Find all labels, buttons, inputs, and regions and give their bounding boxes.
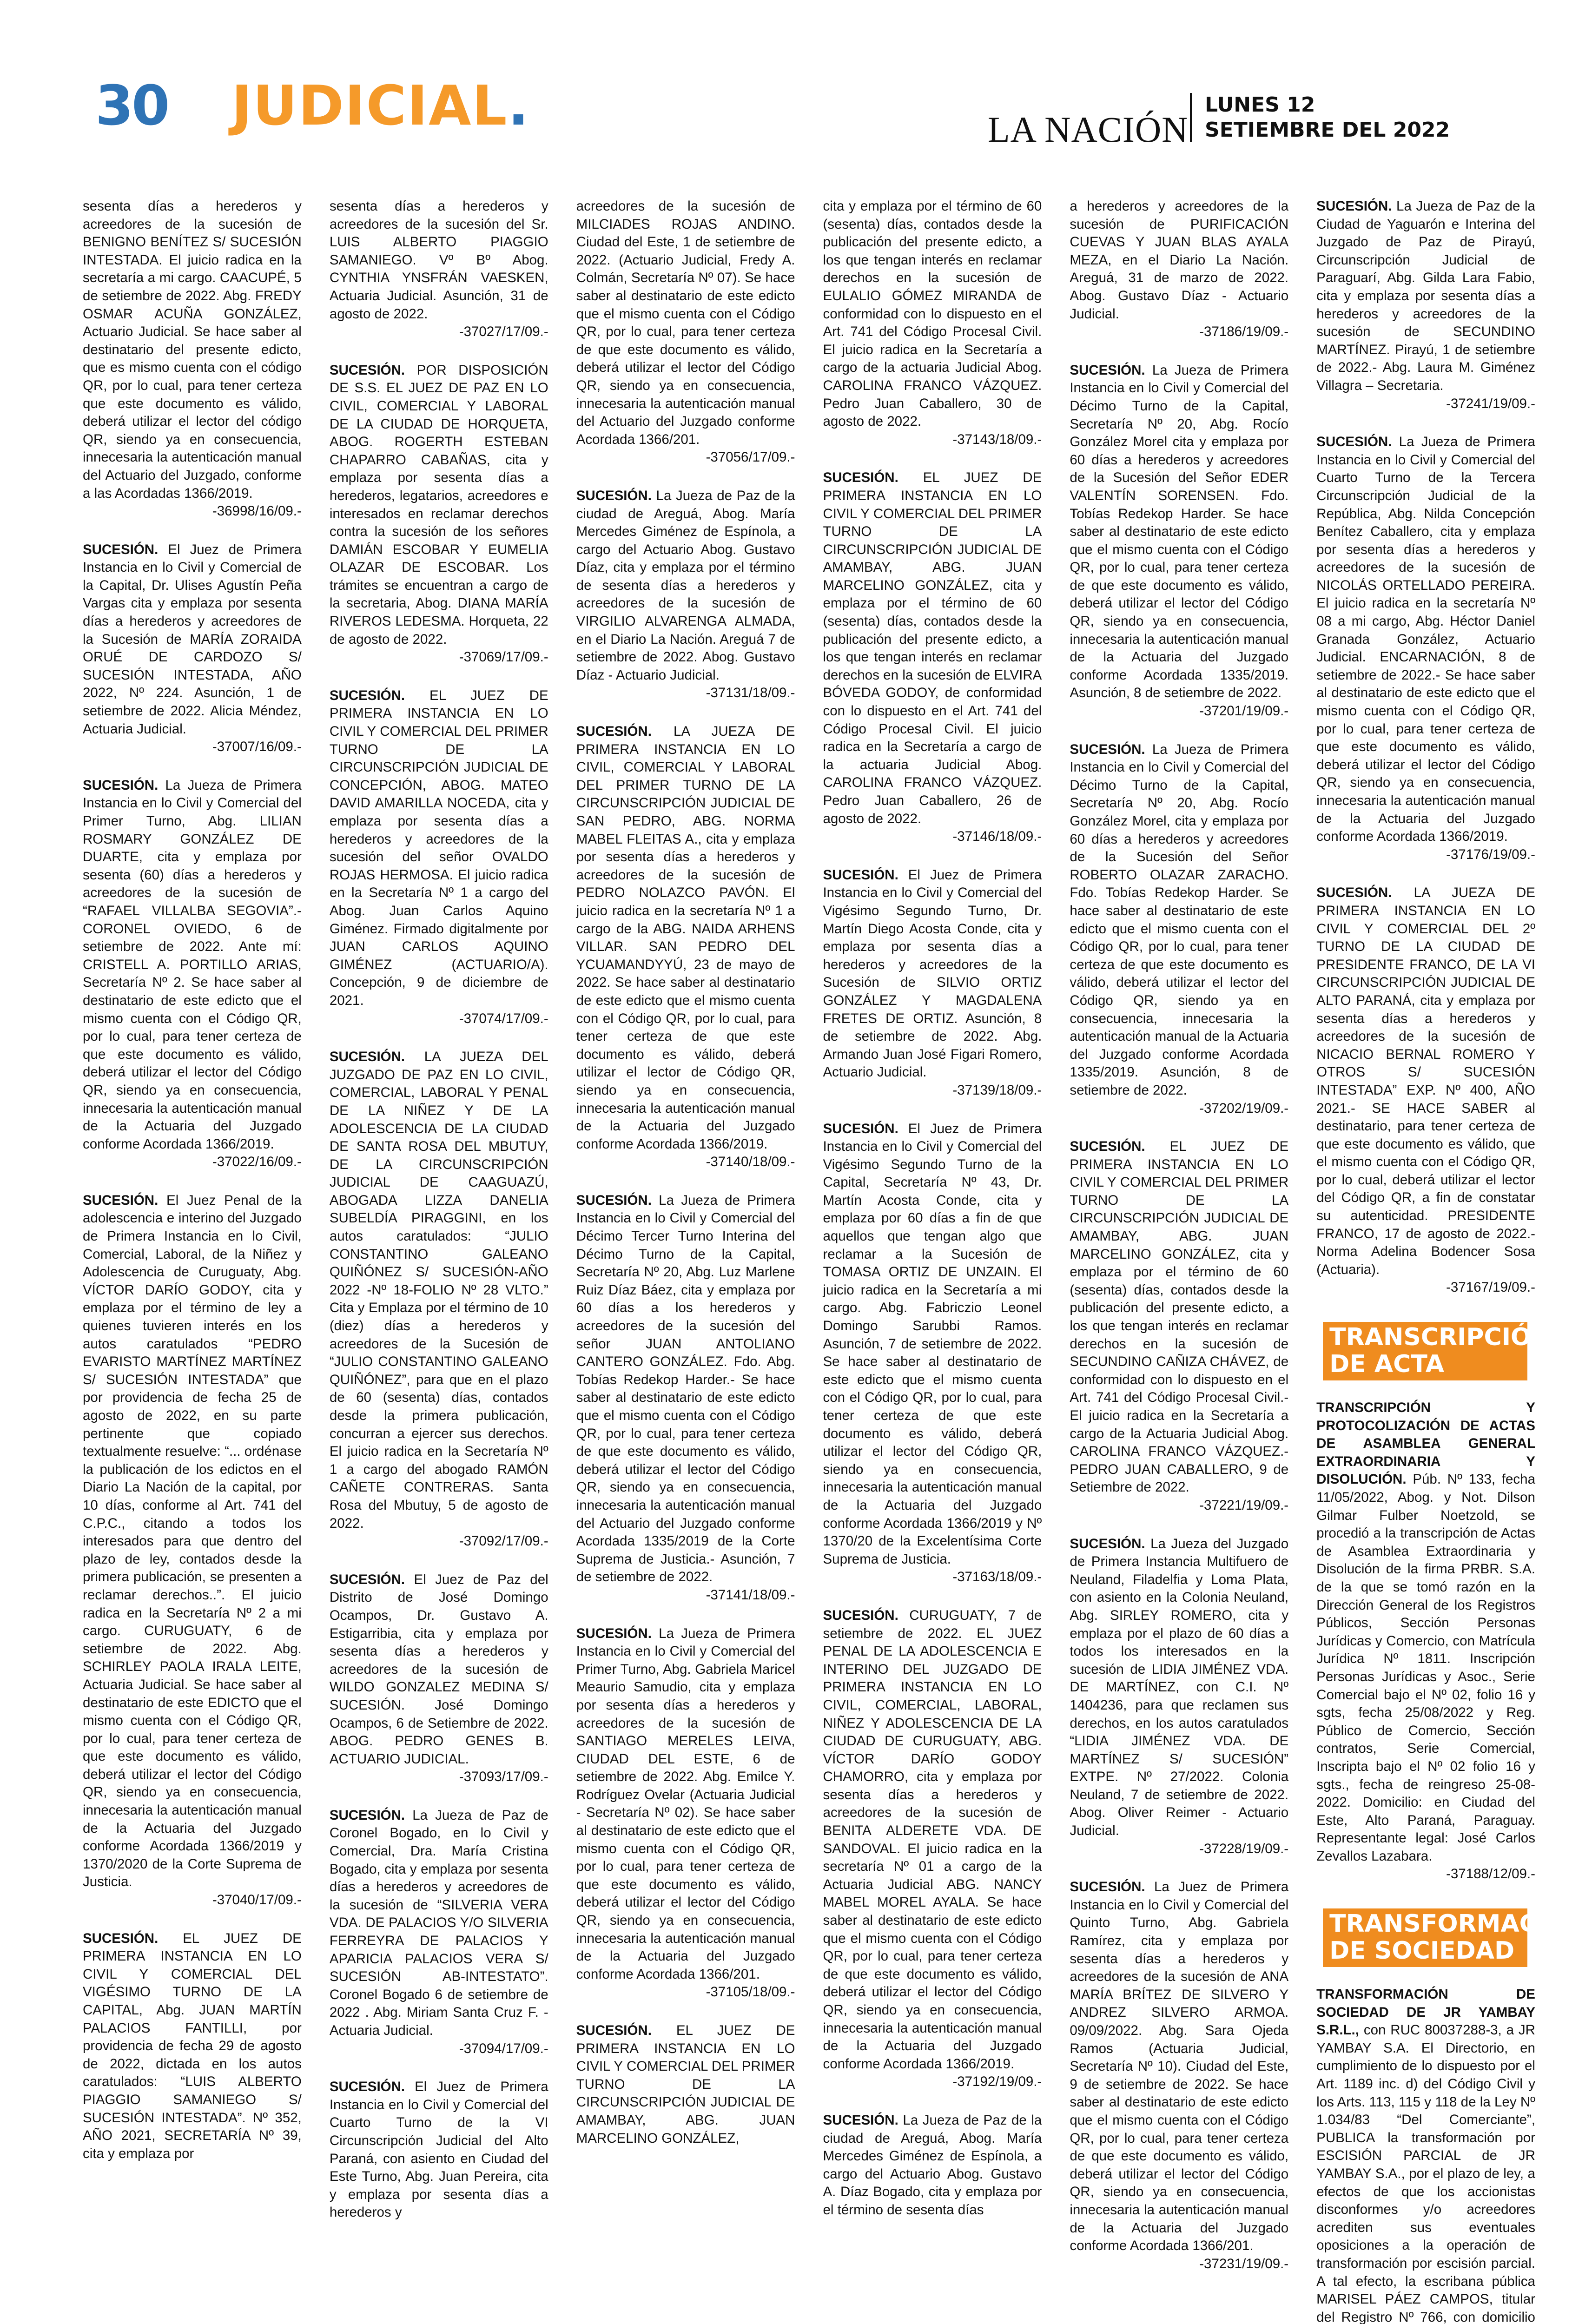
legal-notice xyxy=(823,1120,1042,1586)
notice-body: Púb. Nº 133, fecha 11/05/2022, Abog. y Not. Dilson Gilmar Fulber Noetzold, se procedió a la transcripción de Actas de Asamblea Extraordinaria y Disolución de la firma PRBR. S.A. de la que se tomó razón en la Dirección General de los Registros Públicos, Sección Personas Jurídicas y Comercio, con Matrícula Jurídica Nº 1811. Inscripción Personas Jurídicas y Asoc., Serie Comercial bajo el Nº 02, folio 16 y sgts, fecha 25/08/2022 y Reg. Público de Comercio, Sección contratos, Serie Comercial, Inscripta bajo el Nº 02 folio 16 y sgts., fecha de reingreso 25-08-2022. Domicilio: en Ciudad del Este, Alto Paraná, Paraguay. Representante legal: José Carlos Zevallos Lazabara. xyxy=(1316,1472,1535,1864)
issue-date-month: SETIEMBRE DEL 2022 xyxy=(1205,118,1450,142)
notice-reference: -37092/17/09.- xyxy=(459,1533,548,1549)
legal-notice xyxy=(83,777,302,1171)
legal-notice xyxy=(330,1807,548,2058)
notice-title: SUCESIÓN. xyxy=(329,687,405,703)
legal-notice xyxy=(1316,1399,1535,1883)
legal-notice xyxy=(83,198,302,521)
notice-reference: -37221/19/09.- xyxy=(1199,1497,1289,1513)
legal-notice xyxy=(330,1048,548,1551)
notice-body: El Juez de Primera Instancia en lo Civil y Comercial del Vigésimo Segundo Turno, Dr. Martín Diego Acosta Conde, cita y emplaza por sesenta días a herederos y acreedores de la Sucesión de SILVIO ORTIZ GONZÁLEZ Y MAGDALENA FRETES DE ORTIZ. Asunción, 8 de setiembre de 2022. Abg. Armando Juan José Figari Romero, Actuario Judicial. xyxy=(823,867,1042,1080)
column-6 xyxy=(1316,198,1587,2324)
notice-title: SUCESIÓN. xyxy=(576,724,652,739)
notice-title: SUCESIÓN. xyxy=(329,362,405,378)
notice-reference: -37094/17/09.- xyxy=(459,2040,548,2056)
notice-reference: -37105/18/09.- xyxy=(706,1984,795,2000)
column-3 xyxy=(576,198,795,2146)
notice-reference: -37186/19/09.- xyxy=(1199,324,1289,340)
notice-body: El Juez de Paz del Distrito de José Domingo Ocampos, Dr. Gustavo A. Estigarribia, cita y emplaza por sesenta días a herederos y acreedores de la sucesión de WILDO GONZALEZ MEDINA S/ SUCESIÓN. José Domingo Ocampos, 6 de Setiembre de 2022. ABOG. PEDRO GENES B. ACTUARIO JUDICIAL. xyxy=(329,1571,548,1767)
notice-reference: -37007/16/09.- xyxy=(212,739,302,755)
legal-notice xyxy=(330,2078,548,2222)
notice-title: SUCESIÓN. xyxy=(1070,362,1145,378)
legal-notice xyxy=(823,1607,1042,2091)
legal-notice xyxy=(1316,433,1535,864)
notice-body: LA JUEZA DE PRIMERA INSTANCIA EN LO CIVIL, COMERCIAL Y LABORAL DEL PRIMER TURNO DE LA CIRCUNSCRIPCIÓN JUDICIAL DE SAN PEDRO, ABG. NORMA MABEL FLEITAS A., cita y emplaza por sesenta días a herederos y acreedores de la sucesión de PEDRO NOLAZCO PAVÓN. El juicio radica en la secretaría Nº 1 a cargo de la ABG. NAIDA ARHENS VILLAR. SAN PEDRO DEL YCUAMANDYYÚ, 23 de mayo de 2022. Se hace saber al destinatario de este edicto que el mismo cuenta con el Código QR, por lo cual, para tener certeza de que este documento es válido, deberá utilizar el lector de Código QR, siendo ya en consecuencia, innecesaria la autenticación manual de la Actuaria del Juzgado conforme Acordada 1366/2019. xyxy=(576,724,795,1152)
notice-title: SUCESIÓN. xyxy=(329,1049,405,1065)
notice-body: cita y emplaza por el término de 60 (sesenta) días, contados desde la publicación del presente edicto, a los que tengan interés en reclamar derechos en la sucesión de EULALIO GÓMEZ MIRANDA de conformidad con lo dispuesto en el Art. 741 del Código Procesal Civil. El juicio radica en la Secretaría a cargo de la actuaria Judicial Abog. CAROLINA FRANCO VÁZQUEZ. Pedro Juan Caballero, 30 de agosto de 2022. xyxy=(823,198,1042,429)
notice-body: La Juez de Primera Instancia en lo Civil y Comercial del Quinto Turno, Abg. Gabriela Ramírez, cita y emplaza por sesenta días a herederos y acreedores de la sucesión de ANA MARÍA BRÍTEZ DE SILVERO Y ANDREZ SILVERO ARMOA. 09/09/2022. Abg. Sara Ojeda Ramos (Actuaria Judicial, Secretaría Nº 10). Ciudad del Este, 9 de setiembre de 2022. Se hace saber al destinatario de este edicto que el mismo cuenta con el Código QR, por lo cual, para tener certeza de que este documento es válido, deberá utilizar el lector del Código QR, siendo ya en consecuencia, innecesaria la autenticación manual de la Actuaria del Juzgado conforme Acordada 1366/201. xyxy=(1070,1879,1289,2254)
notice-reference: -37093/17/09.- xyxy=(459,1769,548,1785)
legal-notice xyxy=(823,2112,1042,2219)
legal-notice xyxy=(576,198,795,467)
notice-reference: -37069/17/09.- xyxy=(459,649,548,665)
notice-body: La Jueza de Primera Instancia en lo Civil y Comercial del Primer Turno, Abg. LILIAN ROSMARY GONZÁLEZ DE DUARTE, cita y emplaza por sesenta (60) días a herederos y acreedores de la sucesión de “RAFAEL VILLALBA SEGOVIA”.- CORONEL OVIEDO, 6 de setiembre de 2022. Ante mí: CRISTELL A. PORTILLO ARIAS, Secretaría Nº 2. Se hace saber al destinatario de este edicto que el mismo cuenta con el Código QR, por lo cual, para tener certeza de que este documento es válido, deberá utilizar el lector del Código QR, siendo ya en consecuencia, innecesaria la autenticación manual de la Actuaria del Juzgado conforme Acordada 1366/2019. xyxy=(83,777,302,1152)
notice-reference: -37241/19/09.- xyxy=(1446,396,1535,411)
notice-reference: -37176/19/09.- xyxy=(1446,846,1535,862)
notice-reference: -36998/16/09.- xyxy=(212,503,302,519)
notice-body: La Jueza de Paz de la Ciudad de Yaguarón e Interina del Juzgado de Paz de Pirayú, Circunscripción Judicial de Paraguarí, Abg. Gilda Lara Fabio, cita y emplaza por sesenta días a herederos y acreedores de la sucesión de SECUNDINO MARTÍNEZ. Pirayú, 1 de setiembre de 2022.- Abg. Laura M. Giménez Villagra – Secretaria. xyxy=(1316,198,1535,393)
issue-date-day: LUNES 12 xyxy=(1205,93,1315,117)
legal-notice xyxy=(576,2022,795,2147)
notice-title: SUCESIÓN. xyxy=(1316,198,1392,214)
notice-reference: -37131/18/09.- xyxy=(706,685,795,701)
section-title-text: JUDICIAL xyxy=(231,73,508,138)
section-banner: TRANSCRIPCIÓN DE ACTA xyxy=(1323,1322,1527,1380)
legal-notice xyxy=(1316,1986,1535,2324)
notice-reference: -37163/18/09.- xyxy=(952,1569,1042,1585)
notice-title: SUCESIÓN. xyxy=(1070,1879,1145,1895)
notice-body: LA JUEZA DEL JUZGADO DE PAZ EN LO CIVIL, COMERCIAL, LABORAL Y PENAL DE LA NIÑEZ Y DE LA ADOLESCENCIA DE LA CIUDAD DE SANTA ROSA DEL MBUTUY, DE LA CIRCUNSCRIPCIÓN JUDICIAL DE CAAGUAZÚ, ABOGADA LIZZA DANELIA SUBELDÍA PIRAGGINI, en los autos caratulados: “JULIO CONSTANTINO GALEANO QUIÑÓNEZ S/ SUCESIÓN-AÑO 2022 -Nº 18-FOLIO Nº 28 VLTO.” Cita y Emplaza por el término de 10 (diez) días a herederos y acreedores de la Sucesión de “JULIO CONSTANTINO GALEANO QUIÑÓNEZ”, para que en el plazo de 60 (sesenta) días, contados desde la primera publicación, concurran a ejercer sus derechos. El juicio radica en la Secretaría Nº 1 a cargo del abogado RAMÓN CAÑETE CONTRERAS. Santa Rosa del Mbutuy, 5 de agosto de 2022. xyxy=(329,1049,548,1531)
notice-body: LA JUEZA DE PRIMERA INSTANCIA EN LO CIVIL Y COMERCIAL DEL 2º TURNO DE LA CIUDAD DE PRESIDENTE FRANCO, DE LA VI CIRCUNSCRIPCIÓN JUDICIAL DE ALTO PARANÁ, cita y emplaza por sesenta días a herederos y acreedores de la sucesión de NICACIO BERNAL ROMERO Y OTROS S/ SUCESIÓN INTESTADA” EXP. Nº 400, AÑO 2021.- SE HACE SABER al destinatario, para tener certeza de que este documento es válido, que el mismo cuenta con el Código QR, por lo cual, deberá utilizar el lector del Código QR, a fin de constatar su autenticidad. PRESIDENTE FRANCO, 17 de agosto de 2022.-Norma Adelina Bodencer Sosa (Actuaria). xyxy=(1316,885,1535,1277)
notice-reference: -37228/19/09.- xyxy=(1199,1841,1289,1856)
notice-body: La Jueza de Paz de la ciudad de Areguá, Abog. María Mercedes Giménez de Espínola, a cargo del Actuario Abog. Gustavo Díaz, cita y emplaza por el término de sesenta días a herederos y acreedores de la sucesión de VIRGILIO ALVARENGA ALMADA, en el Diario La Nación. Areguá 7 de setiembre de 2022. Abog. Gustavo Díaz - Actuario Judicial. xyxy=(576,488,795,683)
notice-title: TRANSCRIPCIÓN Y PROTOCOLIZACIÓN DE ACTAS DE ASAMBLEA GENERAL EXTRAORDINARIA Y DISOLUCIÓN. xyxy=(1316,1400,1535,1487)
notice-reference: -37231/19/09.- xyxy=(1199,2256,1289,2271)
notice-title: SUCESIÓN. xyxy=(329,1807,405,1823)
notice-body: El Juez Penal de la adolescencia e interino del Juzgado de Primera Instancia en lo Civil, Comercial, Laboral, de la Niñez y Adolescencia de Curuguaty, Abg. VÍCTOR DARÍO GODOY, cita y emplaza por el término de ley a quienes tuvieren interés en los autos caratulados “PEDRO EVARISTO MARTÍNEZ MARTÍNEZ S/ SUCESIÓN INTESTADA” que por providencia de fecha 25 de agosto de 2022, en su parte pertinente que copiado textualmente resuelve: “... ordénase la publicación de los edictos en el Diario La Nación de la capital, por 10 días, conforme al Art. 741 del C.P.C., citando a todos los interesados para que dentro del plazo de ley, contados desde la primera publicación, se presenten a reclamar derechos..”. El juicio radica en la Secretaría Nº 2 a mi cargo. CURUGUATY, 6 de setiembre de 2022. Abg. SCHIRLEY PAOLA IRALA LEITE, Actuaria Judicial. Se hace saber al destinatario de este EDICTO que el mismo cuenta con el Código QR, por lo cual, para tener certeza de que este documento es válido, deberá utilizar el lector del Código QR, siendo ya en consecuencia, innecesaria la autenticación manual de la Actuaria del Juzgado conforme Acordada 1366/2019 y 1370/2020 de la Corte Suprema de Justicia. xyxy=(83,1192,302,1890)
notice-reference: -37022/16/09.- xyxy=(212,1154,302,1170)
legal-notice xyxy=(1070,741,1288,1117)
notice-body: sesenta días a herederos y acreedores de la sucesión de BENIGNO BENÍTEZ S/ SUCESIÓN INTESTADA. El juicio radica en la secretaría a mi cargo. CAACUPÉ, 5 de setiembre de 2022. Abg. FREDY OSMAR ACUÑA GONZÁLEZ, Actuario Judicial. Se hace saber al destinatario del presente edicto, que es mismo cuenta con el código QR, por lo cual, para tener certeza que este documento es válido, deberá utilizar el lector del código QR, siendo ya en consecuencia, innecesaria la autenticación manual del Actuario del Juzgado, conforme a las Acordadas 1366/2019. xyxy=(83,198,302,501)
notice-body: La Jueza de Primera Instancia en lo Civil y Comercial del Décimo Turno de la Capital, Secretaría Nº 20, Abg. Rocío González Morel, cita y emplaza por 60 días a herederos y acreedores de la Sucesión del Señor ROBERTO OLAZAR ZARACHO. Fdo. Tobías Redekop Harder. Se hace saber al destinatario de este edicto que el mismo cuenta con el Código QR, por lo cual, para tener certeza de que este documento es válido, deberá utilizar el lector del Código QR, siendo ya en consecuencia, innecesaria la autenticación manual de la Actuaria del Juzgado conforme Acordada 1335/2019. Asunción, 8 de setiembre de 2022. xyxy=(1070,741,1289,1098)
notice-columns xyxy=(83,198,1587,2324)
legal-notice xyxy=(330,198,548,341)
notice-reference: -37140/18/09.- xyxy=(706,1154,795,1170)
notice-title: SUCESIÓN. xyxy=(83,1930,159,1946)
masthead-logo: LA NACIÓN xyxy=(988,109,1189,150)
notice-title: SUCESIÓN. xyxy=(1070,1139,1145,1155)
column-4 xyxy=(823,198,1042,2218)
notice-reference: -37027/17/09.- xyxy=(459,324,548,340)
notice-title: SUCESIÓN. xyxy=(823,1607,898,1623)
notice-reference: -37040/17/09.- xyxy=(212,1892,302,1908)
section-title xyxy=(231,73,530,138)
notice-body: EL JUEZ DE PRIMERA INSTANCIA EN LO CIVIL Y COMERCIAL DEL VIGÉSIMO TURNO DE LA CAPITAL, Abg. JUAN MARTÍN PALACIOS FANTILLI, por providencia de fecha 29 de agosto de 2022, dictada en los autos caratulados: “LUIS ALBERTO PIAGGIO SAMANIEGO S/ SUCESIÓN INTESTADA”. Nº 352, AÑO 2021, SECRETARÍA Nº 39, cita y emplaza por xyxy=(83,1930,302,2161)
notice-body: sesenta días a herederos y acreedores de la sucesión del Sr. LUIS ALBERTO PIAGGIO SAMANIEGO. Vº Bº Abog. CYNTHIA YNSFRÁN VAESKEN, Actuaria Judicial. Asunción, 31 de agosto de 2022. xyxy=(329,198,548,322)
notice-title: SUCESIÓN. xyxy=(576,1192,652,1208)
legal-notice xyxy=(823,469,1042,845)
legal-notice xyxy=(823,866,1042,1100)
notice-body: El Juez de Primera Instancia en lo Civil y Comercial del Vigésimo Segundo Turno de la Capital, Secretaría Nº 43, Dr. Martín Acosta Conde, cita y emplaza por 60 días a fin de que aquellos que tengan algo que reclamar a la Sucesión de TOMASA ORTIZ DE UNZAIN. El juicio radica en la Secretaría a mi cargo. Abg. Fabriczio Leonel Domingo Sarubbi Ramos. Asunción, 7 de setiembre de 2022. Se hace saber al destinatario de este edicto que el mismo cuenta con el Código QR, por lo cual, para tener certeza de que este documento es válido, deberá utilizar el lector del Código QR, siendo ya en consecuencia, innecesaria la autenticación manual de la Actuaria del Juzgado conforme Acordada 1366/2019 y Nº 1370/20 de la Excelentísima Corte Suprema de Justicia. xyxy=(823,1121,1042,1567)
notice-title: SUCESIÓN. xyxy=(83,1192,159,1208)
notice-body: POR DISPOSICIÓN DE S.S. EL JUEZ DE PAZ EN LO CIVIL, COMERCIAL Y LABORAL DE LA CIUDAD DE HORQUETA, ABOG. ROGERTH ESTEBAN CHAPARRO CABAÑAS, cita y emplaza por sesenta días a herederos, legatarios, acreedores e interesados en reclamar derechos contra la sucesión de los señores DAMIÁN ESCOBAR Y EUMELIA OLAZAR DE ESCOBAR. Los trámites se encuentran a cargo de la secretaria, Abog. DIANA MARÍA RIVEROS LEDESMA. Horqueta, 22 de agosto de 2022. xyxy=(329,362,548,647)
notice-reference: -37146/18/09.- xyxy=(952,829,1042,845)
legal-notice xyxy=(1316,198,1535,413)
legal-notice xyxy=(1070,1138,1288,1514)
notice-title: SUCESIÓN. xyxy=(576,1625,652,1641)
notice-title: TRANSFORMACIÓN DE SOCIEDAD DE JR YAMBAY S.R.L., xyxy=(1316,1987,1535,2038)
column-5 xyxy=(1070,198,1289,2271)
notice-title: SUCESIÓN. xyxy=(1070,741,1145,757)
notice-body: a herederos y acreedores de la sucesión de PURIFICACIÓN CUEVAS Y JUAN BLAS AYALA MEZA, en el Diario La Nación. Areguá, 31 de marzo de 2022. Abog. Gustavo Díaz - Actuario Judicial. xyxy=(1070,198,1289,322)
notice-title: SUCESIÓN. xyxy=(329,1571,405,1587)
page-number: 30 xyxy=(95,73,168,138)
notice-reference: -37143/18/09.- xyxy=(952,431,1042,447)
notice-title: SUCESIÓN. xyxy=(1316,434,1392,450)
notice-body: La Jueza de Primera Instancia en lo Civil y Comercial del Décimo Tercer Turno Interina del Décimo Turno de la Capital, Secretaría Nº 20, Abg. Luz Marlene Ruiz Díaz Báez, cita y emplaza por 60 días a los herederos y acreedores de la sucesión del señor JUAN ANTOLIANO CANTERO GONZÁLEZ. Fdo. Abg. Tobías Redekop Harder.- Se hace saber al destinatario de este edicto que el mismo cuenta con el Código QR, por lo cual, para tener certeza de que este documento es válido, deberá utilizar el lector del Código QR, siendo ya en consecuencia, innecesaria la autenticación manual del Actuario del Juzgado conforme Acordada 1335/2019 de la Corte Suprema de Justicia.- Asunción, 7 de setiembre de 2022. xyxy=(576,1192,795,1585)
notice-reference: -37074/17/09.- xyxy=(459,1010,548,1026)
notice-reference: -37139/18/09.- xyxy=(952,1082,1042,1098)
notice-title: SUCESIÓN. xyxy=(576,2023,652,2038)
legal-notice xyxy=(330,687,548,1028)
legal-notice xyxy=(330,1571,548,1786)
notice-body: EL JUEZ DE PRIMERA INSTANCIA EN LO CIVIL Y COMERCIAL DEL PRIMER TURNO DE LA CIRCUNSCRIPCIÓN JUDICIAL DE CONCEPCIÓN, ABOG. MATEO DAVID AMARILLA NOCEDA, cita y emplaza por sesenta días a herederos y acreedores de la sucesión del señor OVALDO ROJAS HERMOSA. El juicio radica en la Secretaría Nº 1 a cargo del Abog. Juan Carlos Aquino Giménez. Firmado digitalmente por JUAN CARLOS AQUINO GIMÉNEZ (ACTUARIO/A). Concepción, 9 de diciembre de 2021. xyxy=(329,687,548,1008)
notice-body: La Jueza de Primera Instancia en lo Civil y Comercial del Décimo Turno de la Capital, Secretaría Nº 20, Abg. Rocío González Morel cita y emplaza por 60 días a herederos y acreedores de la Sucesión del Señor EDER VALENTÍN SORENSEN. Fdo. Tobías Redekop Harder. Se hace saber al destinatario de este edicto que el mismo cuenta con el Código QR, por lo cual, para tener certeza de que este documento es válido, deberá utilizar el lector del Código QR, siendo ya en consecuencia, innecesaria la autenticación manual de la Actuaria del Juzgado conforme Acordada 1335/2019. Asunción, 8 de setiembre de 2022. xyxy=(1070,362,1289,701)
notice-title: SUCESIÓN. xyxy=(576,488,652,503)
notice-body: El Juez de Primera Instancia en lo Civil y Comercial del Cuarto Turno de la VI Circunscripción Judicial del Alto Paraná, con asiento en Ciudad del Este Turno, Abg. Juan Pereira, cita y emplaza por sesenta días a herederos y xyxy=(329,2079,548,2220)
legal-notice xyxy=(1316,884,1535,1297)
notice-body: La Jueza de Primera Instancia en lo Civil y Comercial del Primer Turno, Abg. Gabriela Maricel Meaurio Samudio, cita y emplaza por sesenta días a herederos y acreedores de la sucesión de SANTIAGO MERELES LEIVA, CIUDAD DEL ESTE, 6 de setiembre de 2022. Abg. Emilce Y. Rodríguez Ovelar (Actuaria Judicial - Secretaría Nº 02). Se hace saber al destinatario de este edicto que el mismo cuenta con el Código QR, por lo cual, para tener certeza de que este documento es válido, deberá utilizar el lector del Código QR, siendo ya en consecuencia, innecesaria la autenticación manual de la Actuaria del Juzgado conforme Acordada 1366/201. xyxy=(576,1625,795,1982)
notice-title: SUCESIÓN. xyxy=(1316,885,1392,901)
notice-body: con RUC 80037288-3, a JR YAMBAY S.A. El Directorio, en cumplimiento de lo dispuesto por el Art. 1189 inc. d) del Código Civil y los Arts. 113, 115 y 118 de la Ley Nº 1.034/83 “Del Comerciante”, PUBLICA la transformación por ESCISIÓN PARCIAL de JR YAMBAY S.A., por el plazo de ley, a efectos de que los accionistas disconformes y/o acreedores acrediten sus eventuales oposiciones a la operación de transformación por escisión parcial. A tal efecto, la escribana pública MARISEL PÁEZ CAMPOS, titular del Registro Nº 766, con domicilio xyxy=(1316,2022,1535,2324)
legal-notice xyxy=(576,723,795,1171)
legal-notice xyxy=(576,487,795,702)
notice-reference: -37201/19/09.- xyxy=(1199,703,1289,719)
notice-reference: -37167/19/09.- xyxy=(1446,1280,1535,1295)
notice-body: EL JUEZ DE PRIMERA INSTANCIA EN LO CIVIL Y COMERCIAL DEL PRIMER TURNO DE LA CIRCUNSCRIPCIÓN JUDICIAL DE AMAMBAY, ABG. JUAN MARCELINO GONZÁLEZ, xyxy=(576,2023,795,2146)
legal-notice xyxy=(1070,362,1288,720)
header-divider xyxy=(1190,93,1192,142)
legal-notice xyxy=(576,1192,795,1604)
legal-notice xyxy=(83,1192,302,1909)
notice-title: SUCESIÓN. xyxy=(823,470,898,486)
legal-notice xyxy=(83,541,302,756)
legal-notice xyxy=(83,1930,302,2163)
notice-reference: -37192/19/09.- xyxy=(952,2074,1042,2090)
notice-reference: -37188/12/09.- xyxy=(1446,1866,1535,1882)
column-2 xyxy=(329,198,548,2220)
notice-reference: -37056/17/09.- xyxy=(706,449,795,465)
notice-title: SUCESIÓN. xyxy=(1070,1536,1145,1552)
notice-body: La Jueza del Juzgado de Primera Instancia Multifuero de Neuland, Filadelfia y Loma Plata, con asiento en la Colonia Neuland, Abg. SIRLEY ROMERO, cita y emplaza por el plazo de 60 días a todos los interesados en la sucesión de LIDIA JIMÉNEZ VDA. DE MARTÍNEZ, con C.I. Nº 1404236, para que reclamen sus derechos, en los autos caratulados “LIDIA JIMÉNEZ VDA. DE MARTÍNEZ S/ SUCESIÓN” EXTPE. Nº 27/2022. Colonia Neuland, 7 de setiembre de 2022. Abog. Oliver Reimer - Actuario Judicial. xyxy=(1070,1536,1289,1839)
notice-reference: -37202/19/09.- xyxy=(1199,1100,1289,1116)
notice-body: CURUGUATY, 7 de setiembre de 2022. EL JUEZ PENAL DE LA ADOLESCENCIA E INTERINO DEL JUZGADO DE PRIMERA INSTANCIA EN LO CIVIL, COMERCIAL, LABORAL, NIÑEZ Y ADOLESCENCIA DE LA CIUDAD DE CURUGUATY, ABG. VÍCTOR DARÍO GODOY CHAMORRO, cita y emplaza por sesenta días a herederos y acreedores de la sucesión de BENITA ALDERETE VDA. DE SANDOVAL. El juicio radica en la secretaría Nº 01 a cargo de la Actuaria Judicial ABG. NANCY MABEL MOREL AYALA. Se hace saber al destinatario de este edicto que el mismo cuenta con el Código QR, por lo cual, para tener certeza de que este documento es válido, deberá utilizar el lector del Código QR, siendo ya en consecuencia, innecesaria la autenticación manual de la Actuaria del Juzgado conforme Acordada 1366/2019. xyxy=(823,1607,1042,2072)
section-title-dot: . xyxy=(508,73,530,138)
notice-title: SUCESIÓN. xyxy=(329,2079,405,2095)
page-header xyxy=(0,0,1592,150)
notice-title: SUCESIÓN. xyxy=(823,1121,898,1136)
notice-body: La Jueza de Primera Instancia en lo Civil y Comercial del Cuarto Turno de la Tercera Circunscripción Judicial de la República, Abg. Nilda Concepción Benítez Caballero, cita y emplaza por sesenta días a herederos y acreedores de la sucesión de NICOLÁS ORTELLADO PEREIRA. El juicio radica en la secretaría Nº 08 a mi cargo, Abg. Héctor Daniel Granada González, Actuario Judicial. ENCARNACIÓN, 8 de setiembre de 2022.- Se hace saber al destinatario de este edicto que el mismo cuenta con el Código QR, por lo cual, para tener certeza de que este documento es válido, deberá utilizar el lector del Código QR, siendo ya en consecuencia, innecesaria la autenticación manual de la Actuaria del Juzgado conforme Acordada 1366/2019. xyxy=(1316,434,1535,845)
notice-title: SUCESIÓN. xyxy=(823,2112,898,2128)
legal-notice xyxy=(576,1625,795,2001)
notice-body: acreedores de la sucesión de MILCIADES ROJAS ANDINO. Ciudad del Este, 1 de setiembre de 2022. (Actuario Judicial, Fredy A. Colmán, Secretaría Nº 07). Se hace saber al destinatario de este edicto que el mismo cuenta con el Código QR, por lo cual, para tener certeza de que este documento es válido, deberá utilizar el lector del Código QR, siendo ya en consecuencia, innecesaria la autenticación manual del Actuario del Juzgado conforme Acordada 1366/201. xyxy=(576,198,795,447)
notice-title: SUCESIÓN. xyxy=(83,541,159,557)
notice-title: SUCESIÓN. xyxy=(83,777,159,793)
notice-title: SUCESIÓN. xyxy=(823,867,898,883)
notice-reference: -37141/18/09.- xyxy=(706,1587,795,1603)
notice-body: El Juez de Primera Instancia en lo Civil y Comercial de la Capital, Dr. Ulises Agustín Peña Vargas cita y emplaza por sesenta días a herederos y acreedores de la Sucesión de MARÍA ZORAIDA ORUÉ DE CARDOZO S/ SUCESIÓN INTESTADA, AÑO 2022, Nº 224. Asunción, 1 de setiembre de 2022. Alicia Méndez, Actuaria Judicial. xyxy=(83,541,302,737)
notice-body: EL JUEZ DE PRIMERA INSTANCIA EN LO CIVIL Y COMERCIAL DEL PRIMER TURNO DE LA CIRCUNSCRIPCIÓN JUDICIAL DE AMAMBAY, ABG. JUAN MARCELINO GONZÁLEZ, cita y emplaza por el término de 60 (sesenta) días, contados desde la publicación del presente edicto, a los que tengan interés en reclamar derechos en la sucesión de ELVIRA BÓVEDA GODOY, de conformidad con lo dispuesto en el Art. 741 del Código Procesal Civil. El juicio radica en la Secretaría a cargo de la actuaria Judicial Abog. CAROLINA FRANCO VÁZQUEZ. Pedro Juan Caballero, 26 de agosto de 2022. xyxy=(823,470,1042,826)
legal-notice xyxy=(823,198,1042,449)
legal-notice xyxy=(1070,198,1288,341)
notice-body: La Jueza de Paz de la ciudad de Areguá, Abog. María Mercedes Giménez de Espínola, a cargo del Actuario Abog. Gustavo A. Díaz Bogado, cita y emplaza por el término de sesenta días xyxy=(823,2112,1042,2218)
notice-body: La Jueza de Paz de Coronel Bogado, en lo Civil y Comercial, Dra. María Cristina Bogado, cita y emplaza por sesenta días a herederos y acreedores de la sucesión de “SILVERIA VERA VDA. DE PALACIOS Y/O SILVERIA FERREYRA DE PALACIOS Y APARICIA PALACIOS VERA S/ SUCESIÓN AB-INTESTATO”. Coronel Bogado 6 de setiembre de 2022 . Abg. Miriam Santa Cruz F. - Actuaria Judicial. xyxy=(329,1807,548,2038)
section-banner: TRANSFORMACIÓN DE SOCIEDAD xyxy=(1323,1908,1527,1967)
legal-notice xyxy=(1070,1878,1288,2273)
legal-notice xyxy=(330,362,548,667)
column-1 xyxy=(83,198,302,2161)
notice-body: EL JUEZ DE PRIMERA INSTANCIA EN LO CIVIL Y COMERCIAL DEL PRIMER TURNO DE LA CIRCUNSCRIPCIÓN JUDICIAL DE AMAMBAY, ABG. JUAN MARCELINO GONZÁLEZ, cita y emplaza por el término de 60 (sesenta) días, contados desde la publicación del presente edicto, a los que tengan interés en reclamar derechos en la sucesión de SECUNDINO CAÑIZA CHÁVEZ, de conformidad con lo dispuesto en el Art. 741 del Código Procesal Civil.- El juicio radica en la Secretaría a cargo de la Actuaria Judicial Abog. CAROLINA FRANCO VÁZQUEZ.- PEDRO JUAN CABALLERO, 9 de Setiembre de 2022. xyxy=(1070,1139,1289,1495)
legal-notice xyxy=(1070,1535,1288,1858)
